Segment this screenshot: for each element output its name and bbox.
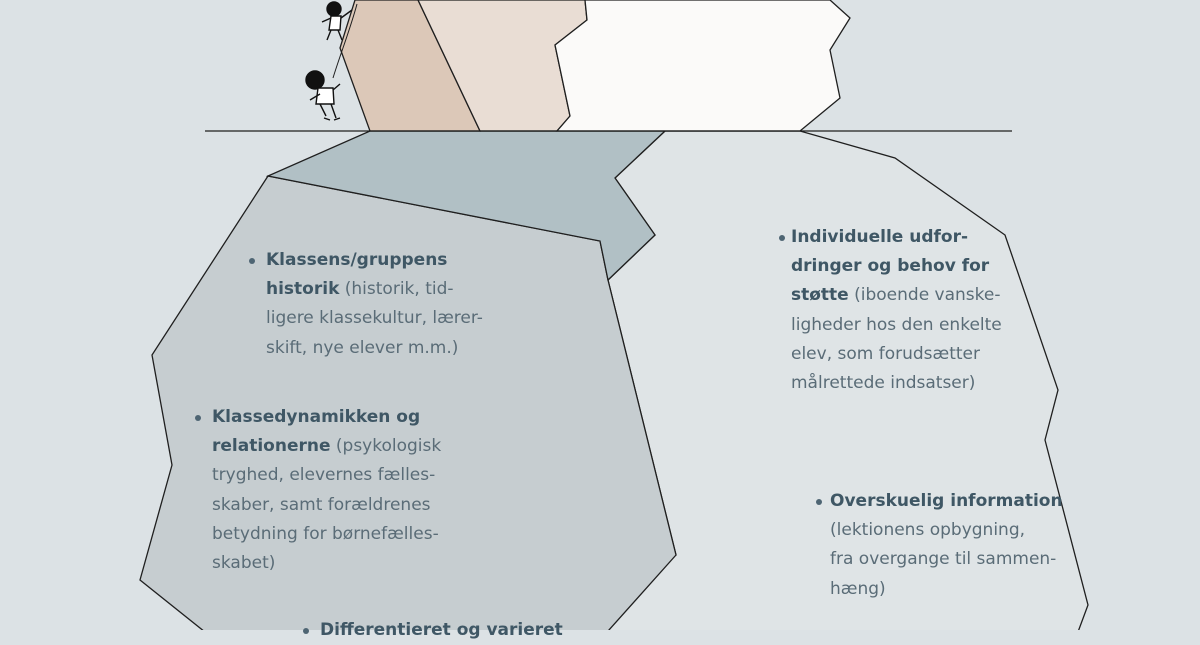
bullet-dot	[303, 628, 309, 634]
bullet-klassedynamikken: Klassedynamikken og relationerne (psykologisk tryghed, elevernes fælles- skaber, samt forældrenes betydning for børnefælles- skabet)	[212, 403, 441, 578]
bullet-individuelle-udfordringer: Individuelle udfor- dringer og behov for støtte (iboende vanske- ligheder hos den enkelte elev, som forudsætter målrettede indsatser)	[791, 223, 1002, 398]
bullet-differentieret: Differentieret og varieret	[320, 616, 563, 645]
bullet-dot	[249, 258, 255, 264]
bullet-dot	[779, 235, 785, 241]
bullet-dot	[816, 499, 822, 505]
rock-light	[555, 0, 850, 131]
climber-bottom-icon	[306, 71, 340, 120]
bullet-dot	[195, 415, 201, 421]
bullet-overskuelig-information: Overskuelig information (lektionens opbygning, fra overgange til sammen- hæng)	[830, 487, 1063, 604]
bullet-klassens-historik: Klassens/gruppens historik (historik, tid- ligere klassekultur, lærer- skift, nye elever m.m.)	[266, 246, 483, 363]
